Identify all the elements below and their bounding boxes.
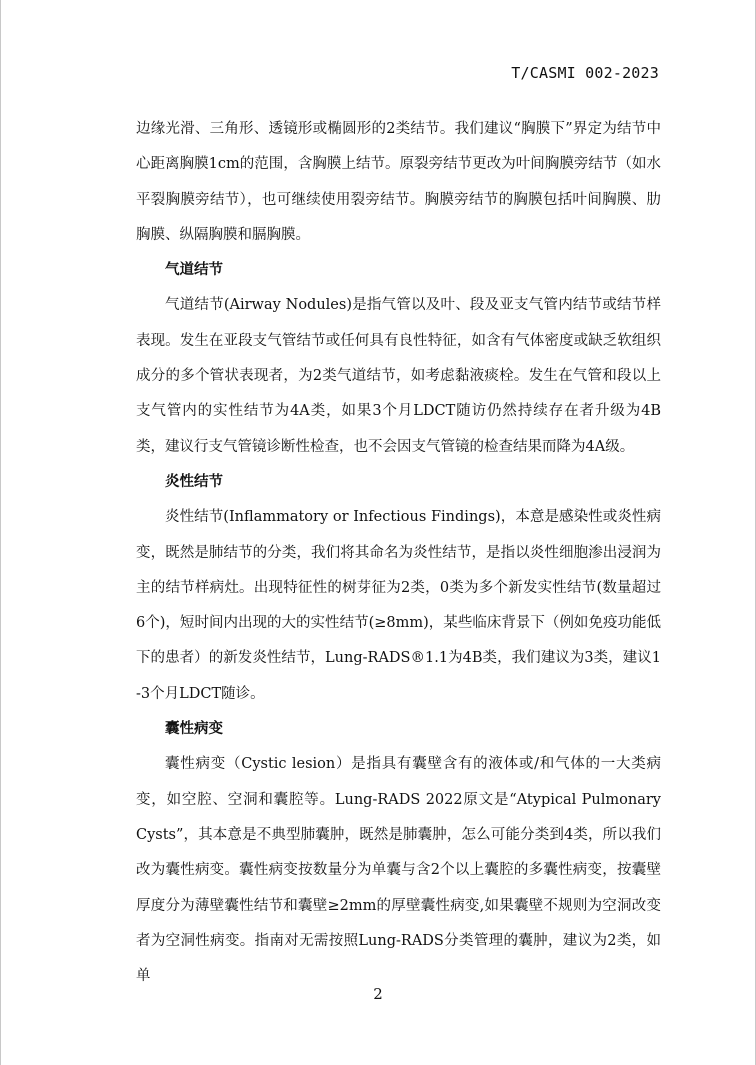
section-heading-airway-nodules: 气道结节 xyxy=(165,262,223,279)
section-heading-inflammatory-nodules: 炎性结节 xyxy=(165,473,223,490)
section-text-airway-nodules: 气道结节(Airway Nodules)是指气管以及叶、段及亚支气管内结节或结节样表现。发生在亚段支气管结节或任何具有良性特征，如含有气体密度或缺乏软组织成分的多个管状表现者，为2类气道结节，如考虑黏液痰栓。发生在气管和段以上支气管内的实性结节为4A类，如果3个月LDCT随访仍然持续存在者升级为4B类，建议行支气管镜诊断性检查，也不会因支气管镜的检查结果而降为4A级。 xyxy=(136,297,661,455)
section-text-cystic-lesion: 囊性病变（Cystic lesion）是指具有囊壁含有的液体或/和气体的一大类病变，如空腔、空洞和囊腔等。Lung-RADS 2022原文是“Atypical Pulmonary Cysts”，其本意是不典型肺囊肿，既然是肺囊肿，怎么可能分类到4类，所以我们改为囊性病变。囊性病变按数量分为单囊与含2个以上囊腔的多囊性病变，按囊壁厚度分为薄壁囊性结节和囊壁≥2mm的厚壁囊性病变,如果囊壁不规则为空洞改变者为空洞性病变。指南对无需按照Lung-RADS分类管理的囊肿，建议为2类，如单 xyxy=(136,756,661,985)
standard-code-header: T/CASMI 002-2023 xyxy=(511,64,659,82)
section-heading-cystic-lesion: 囊性病变 xyxy=(165,721,223,738)
document-body xyxy=(136,112,661,994)
section-text-inflammatory-nodules: 炎性结节(Inflammatory or Infectious Findings)，本意是感染性或炎性病变，既然是肺结节的分类，我们将其命名为炎性结节，是指以炎性细胞渗出浸润为主的结节样病灶。出现特征性的树芽征为2类，0类为多个新发实性结节(数量超过6个)，短时间内出现的大的实性结节(≥8mm)，某些临床背景下（例如免疫功能低下的患者）的新发炎性结节，Lung-RADS®1.1为4B类，我们建议为3类，建议1-3个月LDCT随诊。 xyxy=(136,509,661,702)
continued-paragraph: 边缘光滑、三角形、透镜形或椭圆形的2类结节。我们建议“胸膜下”界定为结节中心距离胸膜1cm的范围，含胸膜上结节。原裂旁结节更改为叶间胸膜旁结节（如水平裂胸膜旁结节），也可继续使用裂旁结节。胸膜旁结节的胸膜包括叶间胸膜、肋胸膜、纵隔胸膜和膈胸膜。 xyxy=(136,121,661,243)
page-number: 2 xyxy=(373,985,383,1003)
